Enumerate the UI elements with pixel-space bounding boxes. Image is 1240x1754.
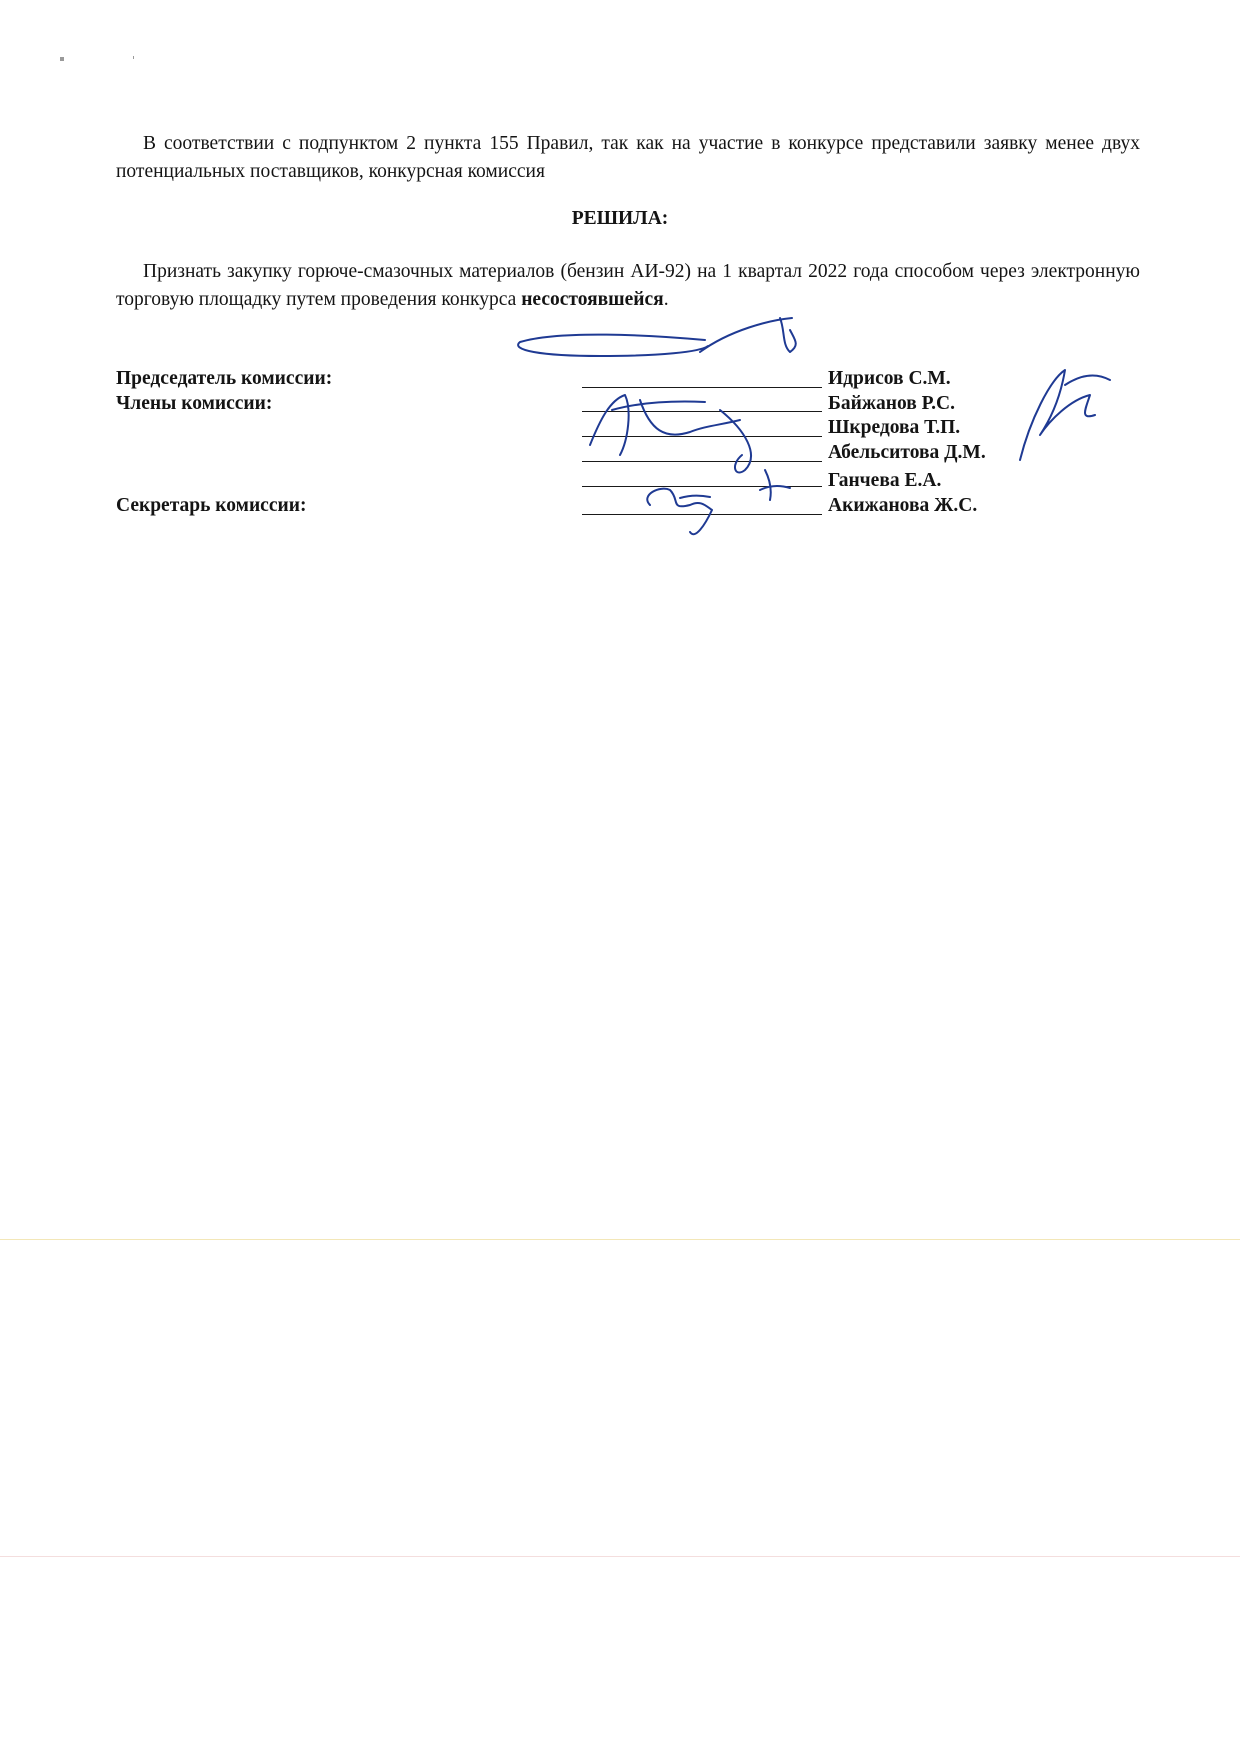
scan-artifact <box>133 56 134 59</box>
signature-line <box>582 436 822 437</box>
paragraph-decision <box>116 258 1140 314</box>
fold-line <box>0 1239 1240 1240</box>
paragraph-grounds <box>116 130 1140 186</box>
signature-chairman <box>518 318 796 356</box>
signature-line <box>582 514 822 515</box>
signature-line <box>582 411 822 412</box>
signatory-name: Байжанов Р.С. <box>828 393 955 414</box>
signature-member-2 <box>1020 370 1110 460</box>
signature-member-3 <box>760 470 790 500</box>
signatory-name: Акижанова Ж.С. <box>828 495 978 516</box>
paragraph-decision-end: . <box>663 289 669 310</box>
signatory-name: Идрисов С.М. <box>828 368 951 389</box>
signature-line <box>582 461 822 462</box>
fold-line <box>0 1556 1240 1557</box>
signatory-name: Ганчева Е.А. <box>828 470 942 491</box>
scan-artifact <box>60 57 64 61</box>
paragraph-grounds-text: В соответствии с подпунктом 2 пункта 155 Правил, так как на участие в конкурсе представили заявку менее двух потенциальных поставщиков, конкурсная комиссия <box>116 133 1140 182</box>
signature-line <box>582 486 822 487</box>
signatory-name: Шкредова Т.П. <box>828 417 961 438</box>
signature-line <box>582 387 822 388</box>
decision-heading: РЕШИЛА: <box>571 208 669 229</box>
role-members: Члены комиссии: <box>116 393 273 414</box>
signatory-name: Абельситова Д.М. <box>828 442 986 463</box>
paragraph-decision-bold: несостоявшейся <box>521 289 664 310</box>
paragraph-decision-text: Признать закупку горюче-смазочных материалов (бензин АИ-92) на 1 квартал 2022 года способом через электронную торговую площадку путем проведения конкурса <box>116 261 1140 310</box>
signature-secretary <box>647 489 712 535</box>
role-chairman: Председатель комиссии: <box>116 368 333 389</box>
role-secretary: Секретарь комиссии: <box>116 495 307 516</box>
